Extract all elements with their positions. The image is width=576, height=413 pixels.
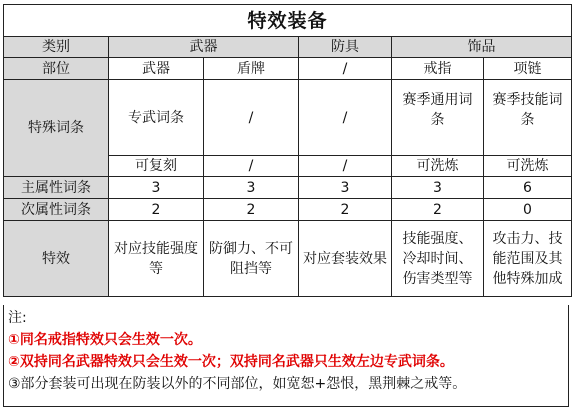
sub-attr-ring: 2 bbox=[392, 199, 484, 221]
main-attr-shield: 3 bbox=[204, 177, 299, 199]
special-weapon-text: 专武词条 bbox=[128, 109, 184, 126]
sub-attr-label: 次属性词条 bbox=[4, 199, 109, 221]
main-attr-armor: 3 bbox=[299, 177, 392, 199]
effect-armor-text: 对应套装效果 bbox=[303, 250, 387, 267]
accessory-header: 饰品 bbox=[392, 37, 572, 58]
effect-ring bbox=[392, 221, 484, 297]
sub-attr-shield: 2 bbox=[204, 199, 299, 221]
weapon-header: 武器 bbox=[109, 37, 299, 58]
effect-necklace-text: 攻击力、技能范围及其他特殊加成 bbox=[492, 230, 563, 287]
effect-shield bbox=[204, 221, 299, 297]
notes-prefix: 注: bbox=[8, 310, 27, 326]
special-necklace-note: 可洗炼 bbox=[484, 156, 572, 177]
main-attr-label: 主属性词条 bbox=[4, 177, 109, 199]
special-equipment-table bbox=[3, 4, 572, 297]
parts-label: 部位 bbox=[4, 58, 109, 80]
special-shield-note: / bbox=[204, 156, 299, 177]
special-shield-text: / bbox=[248, 109, 254, 126]
part-shield: 盾牌 bbox=[204, 58, 299, 80]
special-ring-note: 可洗炼 bbox=[392, 156, 484, 177]
category-label: 类别 bbox=[4, 37, 109, 58]
effect-weapon-text: 对应技能强度等 bbox=[114, 240, 198, 277]
note-3: ③部分套装可出现在防装以外的不同部位，如宽恕+怨恨，黑荆棘之戒等。 bbox=[8, 376, 467, 392]
special-armor bbox=[299, 80, 392, 156]
part-ring: 戒指 bbox=[392, 58, 484, 80]
special-shield bbox=[204, 80, 299, 156]
part-armor: / bbox=[299, 58, 392, 80]
part-weapon: 武器 bbox=[109, 58, 204, 80]
special-weapon bbox=[109, 80, 204, 156]
effect-label: 特效 bbox=[4, 221, 109, 297]
special-ring-text: 赛季通用词条 bbox=[402, 92, 473, 128]
sub-attr-weapon: 2 bbox=[109, 199, 204, 221]
main-attr-necklace: 6 bbox=[484, 177, 572, 199]
special-weapon-note: 可复刻 bbox=[109, 156, 204, 177]
table-title: 特效装备 bbox=[4, 5, 572, 37]
effect-weapon bbox=[109, 221, 204, 297]
effect-shield-text: 防御力、不可阻挡等 bbox=[209, 240, 293, 277]
sub-attr-necklace: 0 bbox=[484, 199, 572, 221]
note-1: ①同名戒指特效只会生效一次。 bbox=[8, 332, 202, 348]
effect-necklace bbox=[484, 221, 572, 297]
special-label: 特殊词条 bbox=[4, 80, 109, 177]
sub-attr-armor: 2 bbox=[299, 199, 392, 221]
effect-armor bbox=[299, 221, 392, 297]
effect-ring-text: 技能强度、冷却时间、伤害类型等 bbox=[402, 230, 473, 287]
part-necklace: 项链 bbox=[484, 58, 572, 80]
main-attr-ring: 3 bbox=[392, 177, 484, 199]
notes-section bbox=[3, 305, 569, 407]
special-armor-note: / bbox=[299, 156, 392, 177]
note-2: ②双持同名武器特效只会生效一次；双持同名武器只生效左边专武词条。 bbox=[8, 354, 454, 370]
special-necklace bbox=[484, 80, 572, 156]
special-ring bbox=[392, 80, 484, 156]
armor-header: 防具 bbox=[299, 37, 392, 58]
special-armor-text: / bbox=[342, 109, 348, 126]
special-necklace-text: 赛季技能词条 bbox=[492, 92, 563, 128]
main-attr-weapon: 3 bbox=[109, 177, 204, 199]
